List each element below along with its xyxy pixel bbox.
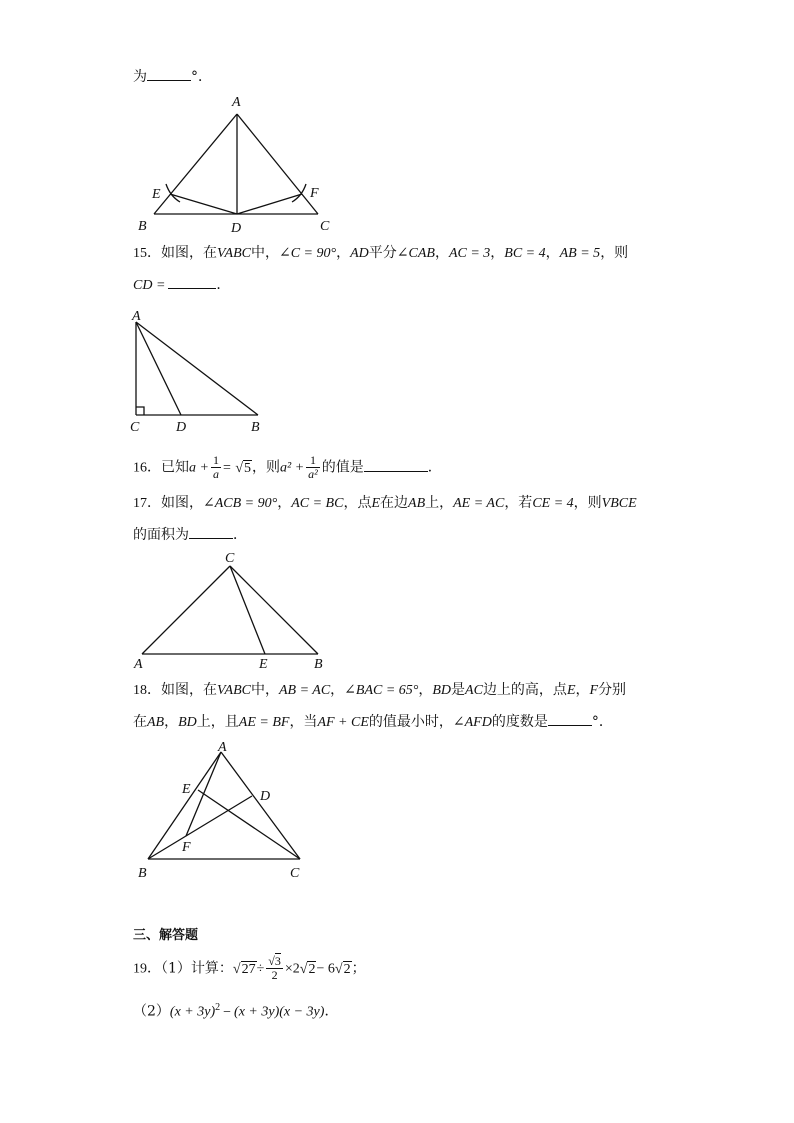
figure-q15 [128,310,278,435]
label-a: A [134,657,143,672]
q15-line2: CD = ． [133,274,230,296]
fraction-1-over-a2: $\frac{1}{\text{a²}}$ [308,453,318,481]
label-c: C [130,420,140,435]
sqrt-expression: √5 [235,460,251,476]
segment-af [186,752,221,836]
segment-ab [136,322,258,415]
label-d: D [231,221,242,236]
label-f: F [310,186,319,201]
segment-ac [221,752,300,859]
answer-blank [548,711,592,726]
q19-part1: 19．（1）计算：√27÷ $\frac{√3}{2}$ ×2√2− 6√2； [133,954,366,982]
label-a: A [232,95,241,110]
label-a: A [132,309,141,324]
q18-line1: 18．如图，在VABC中，AB = AC，∠BAC = 65°，BD是AC边上的高，点E，F分别 [133,682,627,698]
sqrt-27: √27 [232,961,256,977]
q17-line2: 的面积为 ． [133,524,247,545]
segment-cb [230,566,318,654]
segment-ca [142,566,230,654]
answer-blank [364,457,428,472]
segment-ce [230,566,265,654]
figure-q17 [130,548,340,672]
label-f: F [182,840,191,855]
right-angle-mark [136,407,144,415]
label-c: C [290,866,300,881]
answer-blank [147,66,191,81]
label-a: A [218,740,227,755]
label-c: C [225,551,235,566]
q16-line: 16．已知a + $\frac{1}{a}$ = √5，则a² + $\frac{1}{\text{a²}}$ 的值是 ． [133,453,442,481]
segment-fd [237,194,302,214]
section-heading: 三、解答题 [133,928,199,943]
label-e: E [152,187,161,202]
fraction-sqrt3-over-2: $\frac{√3}{2}$ [268,954,281,982]
q17-line1: 17．如图，∠ACB = 90°，AC = BC，点E在边AB上，AE = AC，若CE = 4，则VBCE [133,495,637,511]
label-b: B [314,657,323,672]
label-d: D [176,420,187,435]
figure-q18 [130,738,320,884]
label-b: B [138,866,147,881]
label-b: B [251,420,260,435]
label-b: B [138,219,147,234]
q14-tail: 为 °． [133,66,212,87]
q15-line1: 15．如图，在VABC中，∠C = 90°，AD平分∠CAB，AC = 3，BC = 4，AB = 5，则 [133,245,629,261]
arc-f [292,184,306,202]
segment-ad [136,322,181,415]
answer-blank [168,274,216,289]
label-e: E [182,782,191,797]
label-d: D [260,789,271,804]
segment-ab [154,114,237,214]
q18-line2: 在AB，BD上，且AE = BF，当AF + CE的值最小时，∠AFD的度数是 °． [133,711,613,733]
answer-blank [189,524,233,539]
segment-ed [170,194,237,214]
segment-ac [237,114,318,214]
sqrt-2: √2 [299,961,316,977]
segment-ec [198,790,300,859]
label-e: E [259,657,268,672]
sqrt-2: √2 [334,961,351,977]
q19-part2: $(2)(x + 3y)^2 - (x + 3y)(x - 3y)$． [133,1002,339,1020]
arc-e [166,184,180,202]
segment-bd [148,796,252,859]
fraction-1-over-a: $\frac{1}{a}$ [212,453,219,481]
label-c: C [320,219,330,234]
figure-q14 [130,92,340,236]
